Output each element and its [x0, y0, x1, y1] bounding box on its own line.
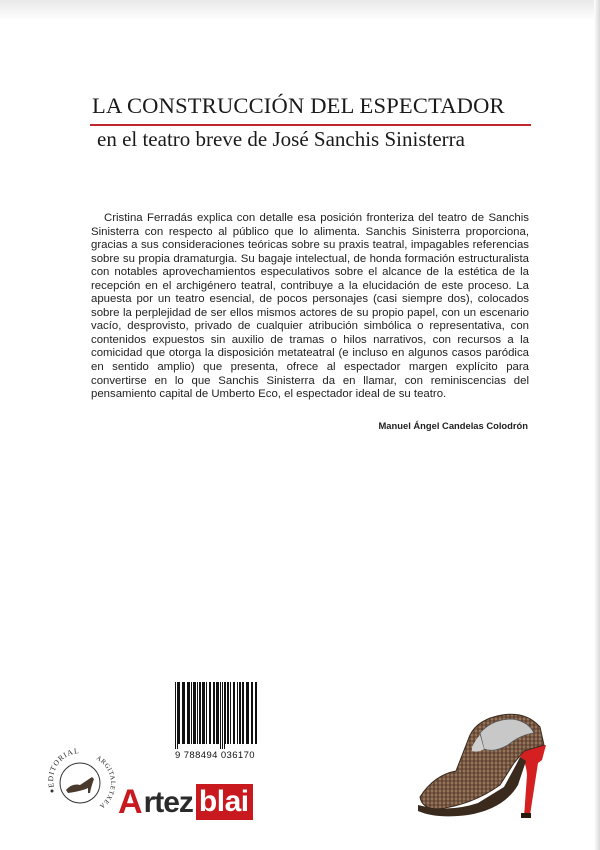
barcode-bar	[182, 682, 185, 744]
tweed-shoe-illustration-icon	[408, 705, 558, 830]
barcode-bar	[197, 682, 198, 744]
barcode-bar	[239, 682, 241, 744]
logo-end: blai	[196, 784, 253, 820]
barcode-bar	[233, 682, 235, 744]
barcode-bar	[213, 682, 215, 744]
barcode-bar	[191, 682, 192, 744]
title-rule	[90, 124, 531, 126]
barcode-bar	[225, 682, 226, 744]
barcode-bar	[246, 682, 249, 744]
blurb-author: Manuel Ángel Candelas Colodrón	[378, 420, 528, 431]
book-subtitle: en el teatro breve de José Sanchis Sinisterra	[97, 127, 465, 151]
barcode-bar	[230, 682, 231, 744]
publisher-seal-icon	[42, 743, 118, 819]
barcode-bar	[177, 682, 178, 749]
barcode-bar	[209, 682, 211, 744]
book-title: LA CONSTRUCCIÓN DEL ESPECTADOR	[92, 93, 505, 118]
barcode-bar	[237, 682, 238, 744]
barcode-icon	[173, 680, 257, 751]
barcode-bar	[216, 682, 219, 744]
barcode-bar	[193, 682, 196, 744]
barcode-bar	[224, 682, 225, 749]
barcode-bar	[220, 682, 221, 749]
barcode-bar	[206, 682, 207, 744]
barcode-bar	[222, 682, 223, 749]
barcode-bar	[242, 682, 244, 744]
scan-top-edge	[0, 0, 600, 20]
barcode-bar	[251, 682, 253, 744]
barcode-bar	[178, 682, 180, 744]
logo-initial: A	[118, 783, 143, 821]
blurb-text: Cristina Ferradás explica con detalle esa posición fronteriza del teatro de Sanchis Sinisterra con respecto al público que lo alimenta. Sanchis Sinisterra proporciona, gracias a sus consideraciones teóricas sobre su praxis teatral, impagables referencias sobre su propia dramaturgia. Su bagaje intelectual, de honda formación estructuralista con notables aprovechamientos especulativos sobre el alcance de la estética de la recepción en el archigénero teatral, contribuye a la elucidación de este proceso. La apuesta por un teatro esencial, de pocos personajes (casi siempre dos), colocados sobre la perplejidad de ser ellos mismos actores de su propio papel, con un escenario vacío, desprovisto, privado de cualquier atribución simbólica o representativa, con contenidos expuestos sin auxilio de tramas o hilos narrativos, con recursos a la comicidad que otorga la disposición metateatral (e incluso en algunos casos paródica en sentido amplio) que presenta, ofrece al espectador margen explícito para convertirse en lo que Sanchis Sinisterra da en llamar, con reminiscencias del pensamiento capital de Umberto Eco, el espectador ideal de su teatro.	[91, 212, 529, 401]
publisher-logo	[118, 784, 253, 820]
barcode-bar	[227, 682, 229, 744]
blurb-paragraph	[91, 212, 529, 402]
logo-mid: rtez	[143, 786, 193, 819]
seal-text-argitaletxea: ARGITALETXEA	[94, 754, 117, 810]
barcode-bar	[175, 682, 176, 749]
scan-right-edge	[594, 0, 600, 850]
barcode-bar	[202, 682, 205, 744]
barcode-bar	[199, 682, 201, 744]
barcode-bar	[255, 682, 257, 744]
barcode-bar	[187, 682, 190, 744]
isbn-number: 9 788494 036170	[175, 750, 255, 761]
seal-text-editorial: EDITORIAL	[45, 746, 81, 789]
